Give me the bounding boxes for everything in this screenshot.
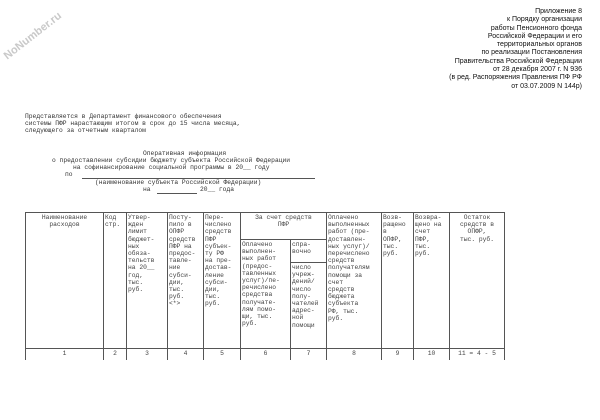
subject-name-field — [82, 171, 315, 179]
title-line: о предоставлении субсидии бюджету субъекта Российской Федерации — [52, 157, 291, 164]
appendix-line: от 28 декабря 2007 г. N 936 — [492, 66, 582, 74]
header-received: Посту- пило в ОПФР средств ПФР на предос- тавле- ние субси- дии, тыс. руб. <*> — [168, 213, 204, 349]
header-transferred: Пере- числено средств ПФР субъек- ту РФ на пре- достав- ление субси- дии, тыс. руб. — [204, 213, 241, 349]
header-paid-subject-budget: Оплачено выполненных работ (пре- доставлен- ных услуг)/ перечислено средств получателям помощи за счет средств бюджета субъекта РФ, тыс. руб. — [327, 213, 382, 349]
column-number: 1 — [26, 349, 104, 361]
header-recipients-count: число учреж- дений/ число полу- чателей адрес- ной помощи — [291, 263, 327, 349]
column-number: 10 — [414, 349, 450, 361]
header-returned-opfr: Возв- ращено в ОПФР, тыс. руб. — [382, 213, 414, 349]
appendix-line: (в ред. Распоряжения Правления ПФ РФ — [449, 74, 582, 82]
column-number: 6 — [241, 349, 291, 361]
date-field — [157, 186, 197, 194]
column-number: 2 — [104, 349, 127, 361]
appendix-line: от 03.07.2009 N 144р) — [511, 82, 582, 90]
intro-text: Представляется в Департамент финансового обеспечения системы ПФР нарастающим итогом в срок до 15 числа месяца, следующего за отчетным кварталом — [25, 113, 241, 135]
appendix-header — [449, 8, 582, 91]
title-line: (наименование субъекта Российской Федерации) — [95, 179, 262, 186]
column-number: 7 — [291, 349, 327, 361]
appendix-line: к Порядку организации — [507, 16, 582, 24]
column-number: 3 — [127, 349, 168, 361]
appendix-line: Российской Федерации и его — [487, 32, 582, 40]
title-line: 20__ года — [200, 186, 235, 193]
header-code: Код стр. — [104, 213, 127, 349]
column-number: 4 — [168, 349, 204, 361]
header-reference: спра- вочно — [291, 240, 327, 263]
title-line: на софинансирование социальной программы в 20__ году — [73, 164, 270, 171]
column-number: 11 = 4 - 5 — [450, 349, 505, 361]
column-number: 5 — [204, 349, 241, 361]
appendix-line: работы Пенсионного фонда — [490, 24, 582, 32]
header-paid-pfr: Оплачено выполнен- ных работ (предос- тавленных услуг)/пе- речислено средства получате- лям помо- щи, тыс. руб. — [241, 240, 291, 349]
appendix-line: территориальных органов — [496, 41, 582, 49]
report-table — [25, 212, 505, 360]
column-number: 8 — [327, 349, 382, 361]
header-pfr-funds-group: За счет средств ПФР — [241, 213, 327, 240]
title-line: по — [65, 171, 73, 178]
title-line: Оперативная информация — [143, 150, 227, 157]
watermark: NoNumber.ru — [1, 9, 64, 63]
title-line: на — [143, 186, 151, 193]
appendix-line: по реализации Постановления — [481, 49, 582, 57]
appendix-line: Правительства Российской Федерации — [454, 57, 582, 65]
column-number: 9 — [382, 349, 414, 361]
header-expense-name: Наименование расходов — [26, 213, 104, 349]
header-approved-limit: Утвер- жден лимит бюджет- ных обяза- тельств на 20__ год, тыс. руб. — [127, 213, 168, 349]
header-returned-pfr: Возвра- щено на счет ПФР, тыс. руб. — [414, 213, 450, 349]
appendix-line: Приложение 8 — [535, 8, 582, 15]
header-balance: Остаток средств в ОПФР, тыс. руб. — [450, 213, 505, 349]
